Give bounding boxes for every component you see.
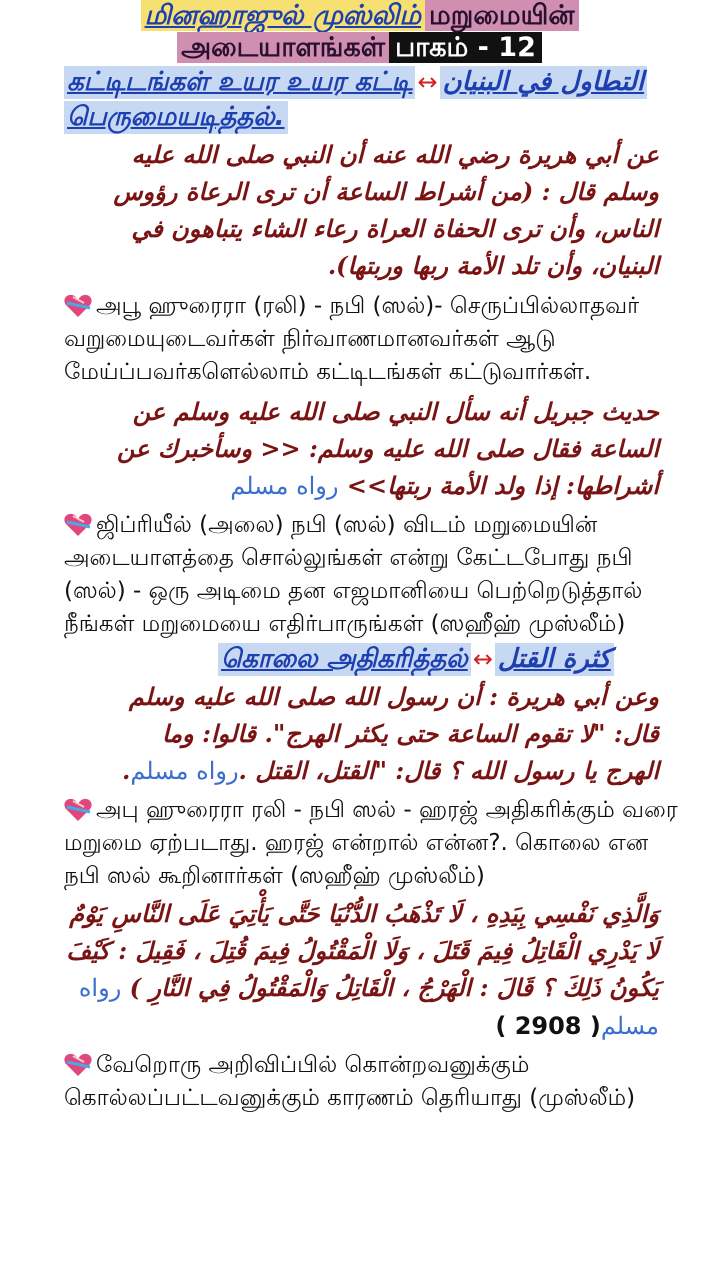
section2-tamil-translation <box>0 794 719 893</box>
section2-tamil-text-2: வேறொரு அறிவிப்பில் கொன்றவனுக்கும் கொல்லப்பட்டவனுக்கும் காரணம் தெரியாது (முஸ்லீம்) <box>64 1052 636 1111</box>
section1-tamil-translation <box>0 290 719 389</box>
section1-tamil-text: அபூ ஹுரைரா (ரலி) - நபி (ஸல்)- செருப்பில்லாதவர் வறுமையுடைவர்கள் நிர்வாணமானவர்கள் ஆடு மேய்ப்பவர்களெல்லாம் கட்டிடங்கள் கட்டுவார்கள். <box>64 293 640 385</box>
title-topic-cont: அடையாளங்கள் <box>177 32 389 63</box>
double-arrow-icon: ↔ <box>417 68 438 96</box>
section2-source: رواه مسلم <box>130 757 239 785</box>
section2-heading <box>0 643 719 676</box>
section2-arabic-hadith: وعن أبي هريرة : أن رسول الله صلى الله عليه وسلم قال: "لا تقوم الساعة حتى يكثر الهرج". قالوا: وما الهرج يا رسول الله ؟ قال: "القتل، القتل .رواه مسلم. <box>121 682 659 785</box>
section1-heading-cont <box>0 101 719 134</box>
section2-heading-tamil: கொலை அதிகரித்தல் <box>218 643 471 676</box>
title-book-name: மினஹாஜுல் முஸ்லிம் <box>141 0 426 31</box>
section1-tamil-translation-2 <box>0 509 719 641</box>
section1-arabic-text-2: حديث جبريل أنه سأل النبي صلى الله عليه وسلم عن الساعة فقال صلى الله عليه وسلم: << وسأخبرك عن أشراطها: إذا ولد الأمة ربتها>> <box>117 397 659 500</box>
section1-heading-tamil: கட்டிடங்கள் உயர உயர கட்டி <box>64 66 415 99</box>
section2-arabic-text: وعن أبي هريرة : أن رسول الله صلى الله عليه وسلم قال: "لا تقوم الساعة حتى يكثر الهرج". قالوا: وما الهرج يا رسول الله ؟ قال: "القتل، القتل . <box>128 682 659 785</box>
heart-icon <box>64 798 92 822</box>
double-arrow-icon: ↔ <box>472 645 493 673</box>
section2-source-2: رواه مسلم <box>78 974 659 1040</box>
title-topic: மறுமையின் <box>425 0 578 31</box>
section1-heading-tamil-2: பெருமையடித்தல். <box>64 101 288 134</box>
section1-arabic-hadith: عن أبي هريرة رضي الله عنه أن النبي صلى الله عليه وسلم قال : (من أشراط الساعة أن ترى الرعاة رؤوس الناس، وأن ترى الحفاة العراة رعاء الشاء يتباهون في البنيان، وأن تلد الأمة ربها وربتها). <box>113 140 659 280</box>
section2-heading-arabic: كثرة القتل <box>495 643 614 676</box>
heart-icon <box>64 513 92 537</box>
title-line-2 <box>0 32 719 64</box>
hadith-number: ( 2908 ) <box>495 1012 601 1040</box>
title-part-number: பாகம் - 12 <box>389 32 542 63</box>
section2-arabic-text-2: وَالَّذِي نَفْسِي بِيَدِهِ ، لَا تَذْهَبُ الدُّنْيَا حَتَّى يَأْتِيَ عَلَى النَّاسِ يَوْمٌ لَا يَدْرِي الْقَاتِلُ فِيمَ قَتَلَ ، وَلَا الْمَقْتُولُ فِيمَ قُتِلَ ، فَقِيلَ : كَيْفَ يَكُونُ ذَلِكَ ؟ قَالَ : الْهَرْجُ ، الْقَاتِلُ وَالْمَقْتُولُ فِي النَّارِ ) <box>66 899 659 1002</box>
title-block <box>0 0 719 64</box>
section1-heading-arabic: التطاول في البنيان <box>440 66 648 99</box>
title-line-1 <box>0 0 719 32</box>
section2-arabic-hadith-2 <box>0 895 719 1045</box>
section1-source-2: رواه مسلم <box>230 472 339 500</box>
heart-icon <box>64 1053 92 1077</box>
section1-tamil-text-2: ஜிப்ரியீல் (அலை) நபி (ஸல்) விடம் மறுமையின் அடையாளத்தை சொல்லுங்கள் என்று கேட்டபோது நபி (ஸல்) - ஒரு அடிமை தன எஜமானியை பெற்றெடுத்தால் நீங்கள் மறுமையை எதிர்பாருங்கள் (ஸஹீஹ் முஸ்லீம்) <box>64 512 643 637</box>
section1-arabic-hadith-2 <box>0 393 719 505</box>
heart-icon <box>64 294 92 318</box>
section2-tamil-translation-2 <box>0 1049 719 1115</box>
section1-heading <box>0 66 719 99</box>
section2-tamil-text: அபு ஹுரைரா ரலி - நபி ஸல் - ஹரஜ் அதிகரிக்கும் வரை மறுமை ஏற்படாது. ஹரஜ் என்றால் என்ன?. கொலை என நபி ஸல் கூறினார்கள் (ஸஹீஹ் முஸ்லீம்) <box>64 797 678 889</box>
